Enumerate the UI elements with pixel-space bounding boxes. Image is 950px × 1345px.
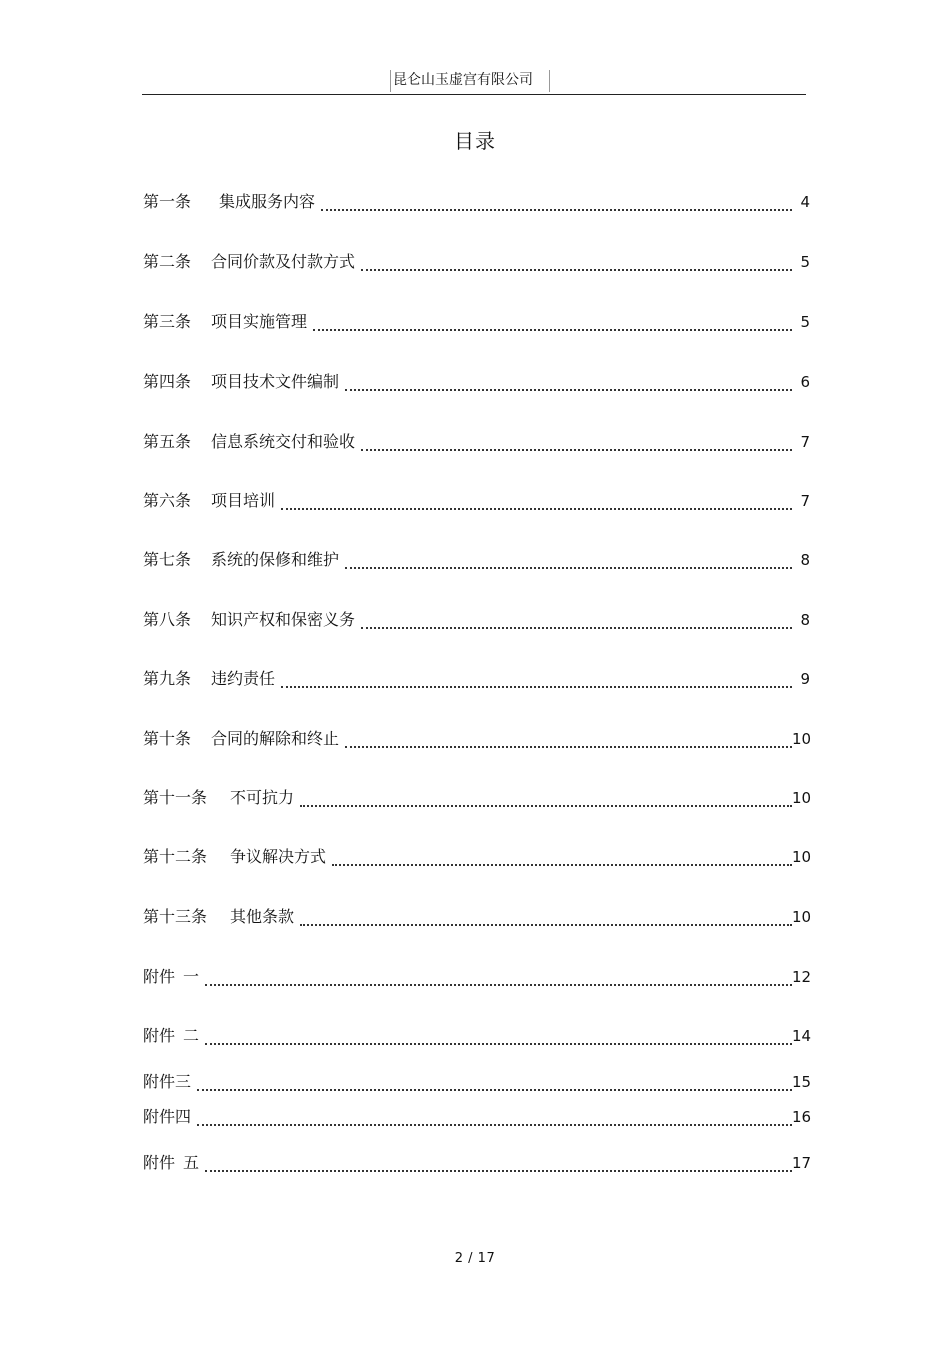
toc-entry-page: 15 <box>792 1073 812 1091</box>
toc-dot-leader <box>332 850 792 868</box>
toc-entry[interactable] <box>143 668 812 690</box>
toc-entry-number: 第一条 <box>143 192 192 211</box>
toc-entry-number: 附件 <box>143 1153 176 1172</box>
toc-title: 目录 <box>454 129 496 153</box>
toc-entry-page: 10 <box>792 789 812 807</box>
toc-dot-leader <box>281 494 792 512</box>
toc-entry[interactable] <box>143 1025 812 1047</box>
toc-dot-leader <box>345 375 792 393</box>
toc-dot-leader <box>361 435 792 453</box>
toc-entry-number: 附件 <box>143 1026 176 1045</box>
toc-entry[interactable] <box>143 1106 812 1128</box>
toc-entry-page: 5 <box>800 253 810 271</box>
toc-dot-leader <box>313 315 792 333</box>
toc-entry-title: 五 <box>183 1153 200 1172</box>
toc-entry-page: 16 <box>792 1108 812 1126</box>
toc-entry[interactable] <box>143 371 812 393</box>
toc-entry-page: 17 <box>792 1154 812 1172</box>
toc-entry-title: 一 <box>183 967 200 986</box>
toc-dot-leader <box>361 255 792 273</box>
toc-entry-page: 4 <box>800 193 810 211</box>
toc-entry[interactable] <box>143 787 812 809</box>
toc-entry-title: 项目技术文件编制 <box>211 372 340 391</box>
toc-entry[interactable] <box>143 609 812 631</box>
toc-entry-number: 第五条 <box>143 432 192 451</box>
toc-entry-number: 第十二条 <box>143 847 208 866</box>
toc-entry-number: 附件 <box>143 967 176 986</box>
toc-entry-page: 10 <box>792 908 812 926</box>
toc-entry[interactable] <box>143 1071 812 1093</box>
toc-entry-page: 6 <box>800 373 810 391</box>
toc-entry-number: 第六条 <box>143 491 192 510</box>
toc-entry-number: 第十条 <box>143 729 192 748</box>
toc-entry[interactable] <box>143 191 812 213</box>
toc-entry[interactable] <box>143 311 812 333</box>
toc-dot-leader <box>300 910 792 928</box>
toc-entry-number: 附件三 <box>143 1072 192 1091</box>
toc-entry-title: 集成服务内容 <box>219 192 316 211</box>
toc-entry-title: 合同的解除和终止 <box>211 729 340 748</box>
toc-entry[interactable] <box>143 251 812 273</box>
toc-entry-title: 违约责任 <box>211 669 276 688</box>
toc-dot-leader <box>300 791 792 809</box>
toc-entry-title: 合同价款及付款方式 <box>211 252 356 271</box>
toc-entry-title: 其他条款 <box>230 907 295 926</box>
toc-entry-page: 10 <box>792 848 812 866</box>
toc-entry-page: 7 <box>800 492 810 510</box>
toc-entry-title: 项目培训 <box>211 491 276 510</box>
toc-entry[interactable] <box>143 966 812 988</box>
toc-entry-title: 不可抗力 <box>230 788 295 807</box>
toc-dot-leader <box>281 672 792 690</box>
toc-entry-number: 第八条 <box>143 610 192 629</box>
toc-entry-page: 9 <box>800 670 810 688</box>
toc-entry[interactable] <box>143 728 812 750</box>
toc-dot-leader <box>197 1110 792 1128</box>
toc-dot-leader <box>345 553 792 571</box>
toc-dot-leader <box>205 1029 792 1047</box>
toc-entry-number: 第九条 <box>143 669 192 688</box>
page-number: 2 / 17 <box>454 1251 496 1266</box>
toc-dot-leader <box>205 970 792 988</box>
toc-entry-number: 附件四 <box>143 1107 192 1126</box>
toc-entry[interactable] <box>143 549 812 571</box>
toc-dot-leader <box>197 1075 792 1093</box>
toc-dot-leader <box>321 195 792 213</box>
toc-entry-page: 5 <box>800 313 810 331</box>
toc-entry-title: 项目实施管理 <box>211 312 308 331</box>
toc-entry[interactable] <box>143 1152 812 1174</box>
toc-entry-number: 第七条 <box>143 550 192 569</box>
header-company-name: 昆仑山玉虚宫有限公司 <box>390 70 550 92</box>
toc-entry[interactable] <box>143 846 812 868</box>
toc-entry-page: 12 <box>792 968 812 986</box>
toc-entry-page: 7 <box>800 433 810 451</box>
toc-entry-page: 10 <box>792 730 812 748</box>
toc-entry-title: 知识产权和保密义务 <box>211 610 356 629</box>
toc-dot-leader <box>361 613 792 631</box>
toc-entry-title: 争议解决方式 <box>230 847 327 866</box>
toc-entry-page: 14 <box>792 1027 812 1045</box>
toc-entry-number: 第四条 <box>143 372 192 391</box>
toc-entry-title: 系统的保修和维护 <box>211 550 340 569</box>
toc-entry-number: 第二条 <box>143 252 192 271</box>
toc-entry-page: 8 <box>800 611 810 629</box>
toc-entry-number: 第三条 <box>143 312 192 331</box>
toc-entry-title: 信息系统交付和验收 <box>211 432 356 451</box>
toc-dot-leader <box>345 732 792 750</box>
toc-entry[interactable] <box>143 906 812 928</box>
toc-entry-number: 第十三条 <box>143 907 208 926</box>
toc-dot-leader <box>205 1156 792 1174</box>
toc-entry[interactable] <box>143 431 812 453</box>
toc-entry-number: 第十一条 <box>143 788 208 807</box>
toc-entry[interactable] <box>143 490 812 512</box>
toc-entry-page: 8 <box>800 551 810 569</box>
toc-entry-title: 二 <box>183 1026 200 1045</box>
